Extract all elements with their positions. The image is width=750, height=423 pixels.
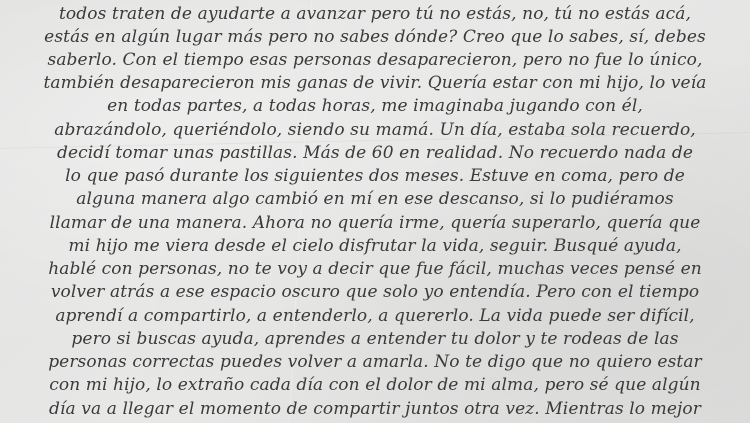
text-line: alguna manera algo cambió en mí en ese descanso, si lo pudiéramos	[76, 189, 674, 209]
text-line: lo que pasó durante los siguientes dos meses. Estuve en coma, pero de	[65, 166, 685, 186]
text-line: con mi hijo, lo extraño cada día con el dolor de mi alma, pero sé que algún	[49, 375, 701, 395]
text-line: volver atrás a ese espacio oscuro que solo yo entendía. Pero con el tiempo	[50, 282, 700, 302]
text-line: estás en algún lugar más pero no sabes dónde? Creo que lo sabes, sí, debes	[44, 27, 706, 47]
text-line: personas correctas puedes volver a amarla. No te digo que no quiero estar	[48, 352, 702, 372]
text-line: pero si buscas ayuda, aprendes a entender tu dolor y te rodeas de las	[71, 329, 679, 349]
text-line: decidí tomar unas pastillas. Más de 60 en realidad. No recuerdo nada de	[57, 143, 693, 163]
text-line: mi hijo me viera desde el cielo disfrutar la vida, seguir. Busqué ayuda,	[68, 236, 682, 256]
text-line: todos traten de ayudarte a avanzar pero tú no estás, no, tú no estás acá,	[58, 4, 691, 24]
text-line: también desaparecieron mis ganas de vivir. Quería estar con mi hijo, lo veía	[43, 73, 707, 93]
text-line: abrazándolo, queriéndolo, siendo su mamá. Un día, estaba sola recuerdo,	[54, 120, 696, 140]
text-line: saberlo. Con el tiempo esas personas desaparecieron, pero no fue lo único,	[47, 50, 703, 70]
text-line: en todas partes, a todas horas, me imaginaba jugando con él,	[107, 96, 643, 116]
text-line: llamar de una manera. Ahora no quería irme, quería superarlo, quería que	[49, 213, 701, 233]
text-line: día va a llegar el momento de compartir juntos otra vez. Mientras lo mejor	[49, 399, 701, 419]
text-line: aprendí a compartirlo, a entenderlo, a quererlo. La vida puede ser difícil,	[55, 306, 695, 326]
text-line: hablé con personas, no te voy a decir que fue fácil, muchas veces pensé en	[48, 259, 702, 279]
